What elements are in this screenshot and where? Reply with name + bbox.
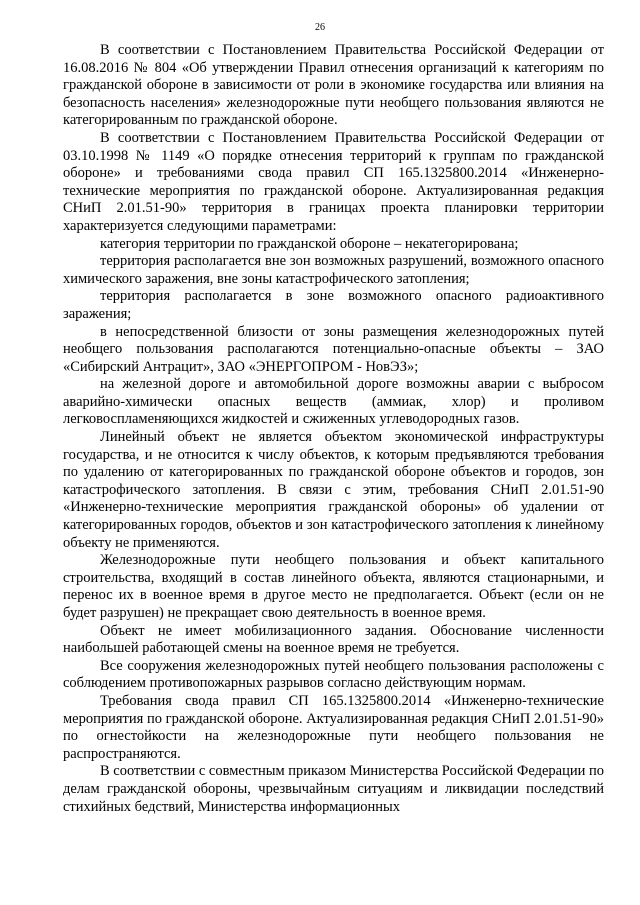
page-number: 26 (315, 22, 325, 33)
paragraph: Железнодорожные пути необщего пользования и объект капитального строительства, входящий в состав линейного объекта, являются стационарными, и перенос их в военное время в другое место не предполагается. Объект (если он не будет разрушен) не прекращает свою деятельность в военное время. (63, 552, 604, 621)
paragraph: Объект не имеет мобилизационного задания. Обоснование численности наибольшей работающей смены на военное время не требуется. (63, 622, 604, 657)
document-body (63, 42, 604, 816)
paragraph: Все сооружения железнодорожных путей необщего пользования расположены с соблюдением противопожарных разрывов согласно действующим нормам. (63, 657, 604, 692)
paragraph: В соответствии с совместным приказом Министерства Российской Федерации по делам гражданской обороны, чрезвычайным ситуациям и ликвидации последствий стихийных бедствий, Министерства информационных (63, 763, 605, 815)
paragraph: В соответствии с Постановлением Правительства Российской Федерации от 03.10.1998 № 1149 «О порядке отнесения территорий к группам по гражданской обороне» и требованиями свода правил СП 165.1325800.2014 «Инженерно-технические мероприятия по гражданской обороне. Актуализированная редакция СНиП 2.01.51-90» территория в границах проекта планировки территории характеризуется следующими параметрами: (63, 129, 604, 234)
list-item: территория располагается в зоне возможного опасного радиоактивного заражения; (63, 288, 604, 322)
paragraph: В соответствии с Постановлением Правительства Российской Федерации от 16.08.2016 № 804 «Об утверждении Правил отнесения организаций к категориям по гражданской обороне в зависимости от роли в экономике государства или влияния на безопасность населения» железнодорожные пути необщего пользования являются не категорированным по гражданской обороне. (63, 42, 604, 129)
list-item: категория территории по гражданской обороне – некатегорирована; (100, 235, 519, 252)
paragraph: Требования свода правил СП 165.1325800.2014 «Инженерно-технические мероприятия по гражданской обороне. Актуализированная редакция СНиП 2.01.51-90» по огнестойкости на железнодорожные пути необщего пользования не распространяются. (63, 692, 604, 762)
paragraph: Линейный объект не является объектом экономической инфраструктуры государства, и не относится к числу объектов, к которым предъявляются требования по удалению от категорированных по гражданской обороне объектов и городов, зон катастрофического затопления. В связи с этим, требования СНиП 2.01.51-90 «Инженерно-технические мероприятия гражданской обороны» об удалении от категорированных городов, объектов и зон катастрофического затопления к линейному объекту не применяются. (63, 429, 604, 551)
list-item: в непосредственной близости от зоны размещения железнодорожных путей необщего пользования располагаются потенциально-опасные объекты – ЗАО «Сибирский Антрацит», ЗАО «ЭНЕРГОПРОМ - НовЭЗ»; (63, 323, 604, 375)
list-item: на железной дороге и автомобильной дороге возможны аварии с выбросом аварийно-химически опасных веществ (аммиак, хлор) и проливом легковоспламеняющихся жидкостей и сжиженных углеводородных газов. (63, 376, 604, 428)
list-item: территория располагается вне зон возможных разрушений, возможного опасного химического заражения, вне зоны катастрофического затопления; (63, 253, 604, 287)
